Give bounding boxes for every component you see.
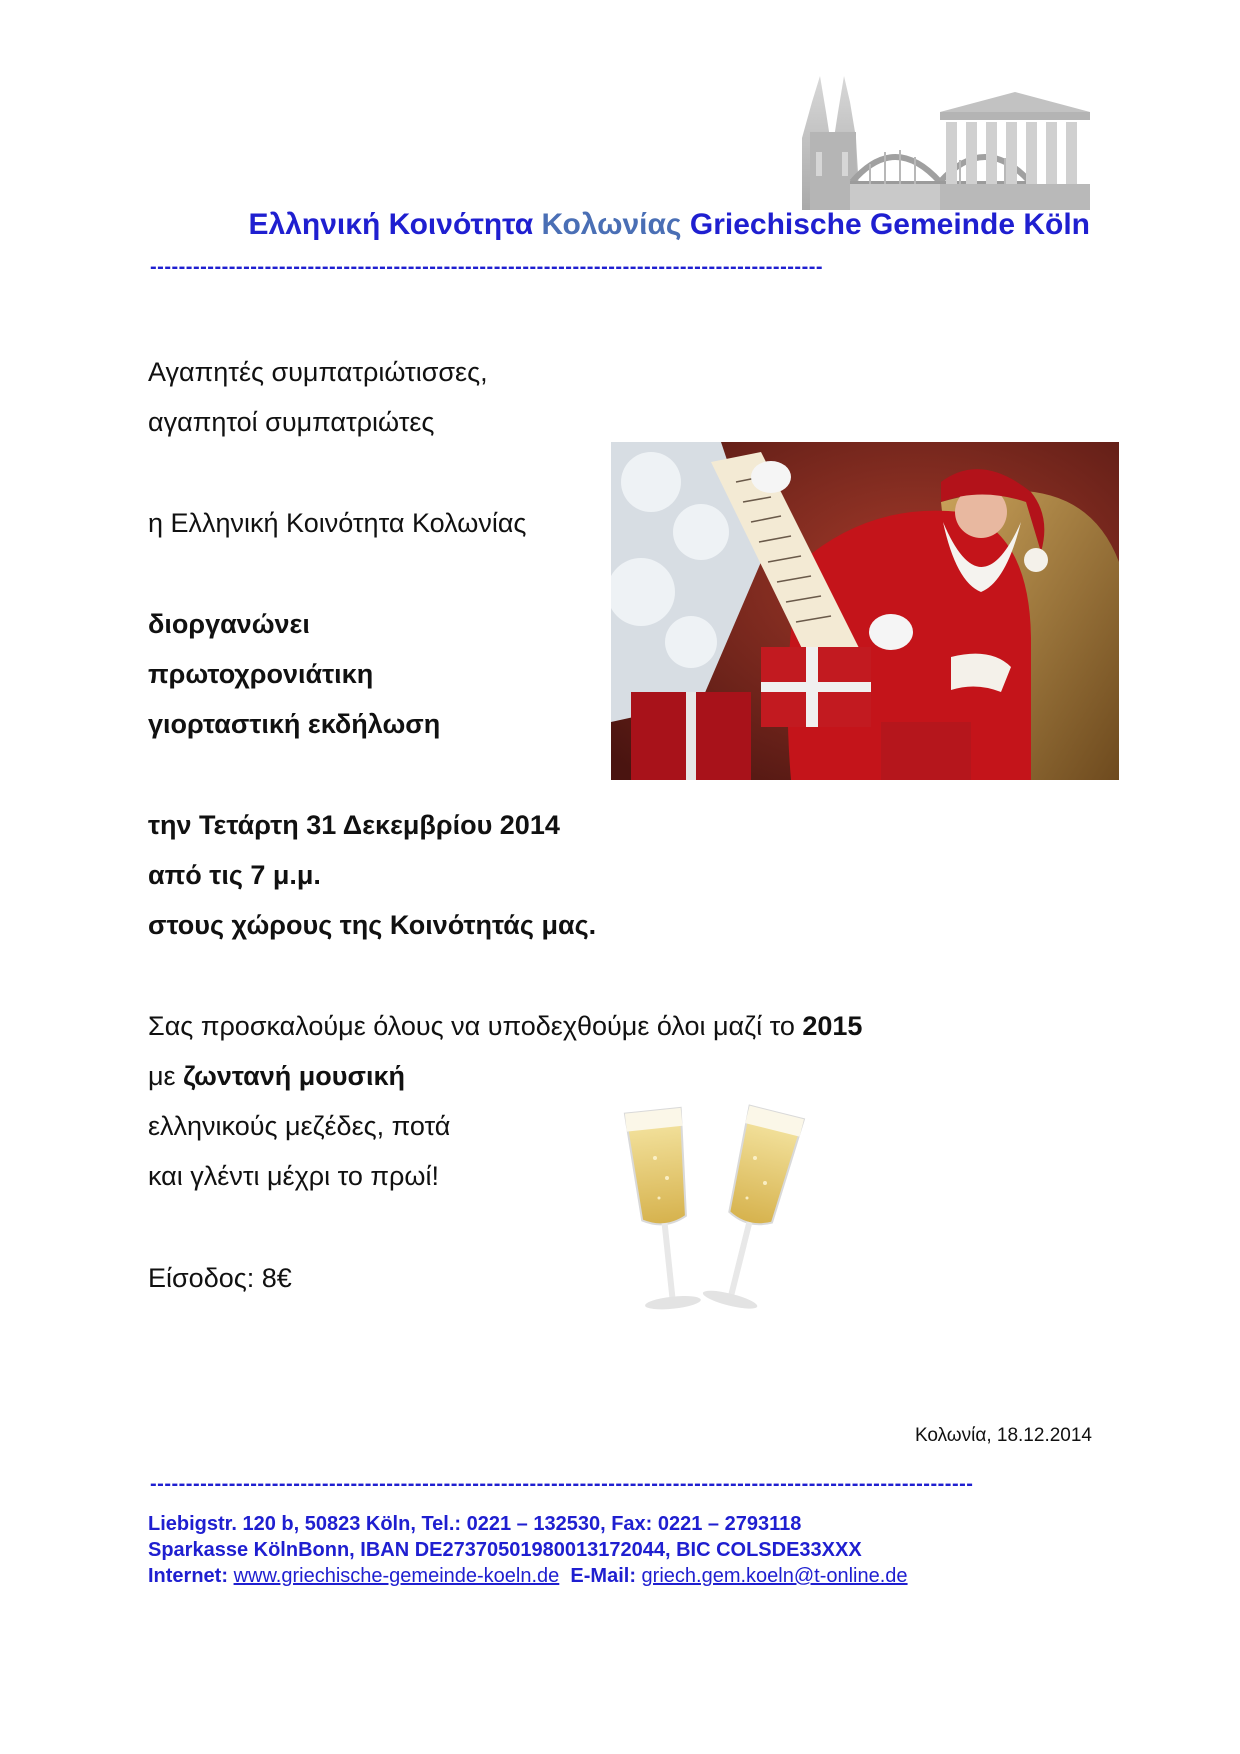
event-line-2: πρωτοχρονιάτικη xyxy=(148,659,374,689)
footer-divider: ------------------------------------------------------------------------------------------------------------------- xyxy=(150,1474,974,1494)
footer-bank: Sparkasse KölnBonn, IBAN DE27370501980013172044, BIC COLSDE33XXX xyxy=(148,1539,862,1561)
music-line xyxy=(148,1060,405,1092)
food-line: ελληνικούς μεζέδες, ποτά xyxy=(148,1111,451,1141)
greeting-line-2: αγαπητοί συμπατριώτες xyxy=(148,407,435,437)
title-greek-part: Ελληνική Κοινότητα xyxy=(248,208,534,241)
santa-photo xyxy=(611,442,1119,780)
footer-address: Liebigstr. 120 b, 50823 Köln, Tel.: 0221 – 132530, Fax: 0221 – 2793118 xyxy=(148,1513,802,1535)
email-link[interactable]: griech.gem.koeln@t-online.de xyxy=(641,1565,908,1587)
intro-line: η Ελληνική Κοινότητα Κολωνίας xyxy=(148,508,527,538)
invite-line xyxy=(148,1010,862,1042)
logo-image xyxy=(790,72,1090,210)
invite-year: 2015 xyxy=(802,1011,863,1041)
event-line-1: διοργανώνει xyxy=(148,609,310,639)
page-title xyxy=(100,208,1090,242)
champagne-photo xyxy=(615,1098,835,1320)
internet-label: Internet: xyxy=(148,1565,228,1587)
footer-contacts xyxy=(148,1564,908,1588)
event-date-line: την Τετάρτη 31 Δεκεμβρίου 2014 xyxy=(148,810,560,840)
greeting-line-1: Αγαπητές συμπατριώτισσες, xyxy=(148,357,488,387)
header-divider: ---------------------------------------------------------------------------------------------- xyxy=(150,257,824,277)
music-highlight: ζωντανή μουσική xyxy=(183,1061,406,1091)
event-venue-line: στους χώρους της Κοινότητάς μας. xyxy=(148,910,597,940)
party-line: και γλέντι μέχρι το πρωί! xyxy=(148,1161,439,1191)
music-prefix: με xyxy=(148,1061,184,1091)
event-time-line: από τις 7 μ.μ. xyxy=(148,860,321,890)
event-line-3: γιορταστική εκδήλωση xyxy=(148,709,441,739)
letter-date: Κολωνία, 18.12.2014 xyxy=(914,1425,1092,1446)
title-german-part: Griechische Gemeinde Köln xyxy=(689,208,1090,241)
website-link[interactable]: www.griechische-gemeinde-koeln.de xyxy=(233,1565,560,1587)
email-label: E-Mail: xyxy=(570,1565,636,1587)
title-greek-city: Κολωνίας xyxy=(541,208,682,241)
invite-text: Σας προσκαλούμε όλους να υποδεχθούμε όλοι μαζί το xyxy=(148,1011,803,1041)
entry-fee: Είσοδος: 8€ xyxy=(148,1263,292,1293)
